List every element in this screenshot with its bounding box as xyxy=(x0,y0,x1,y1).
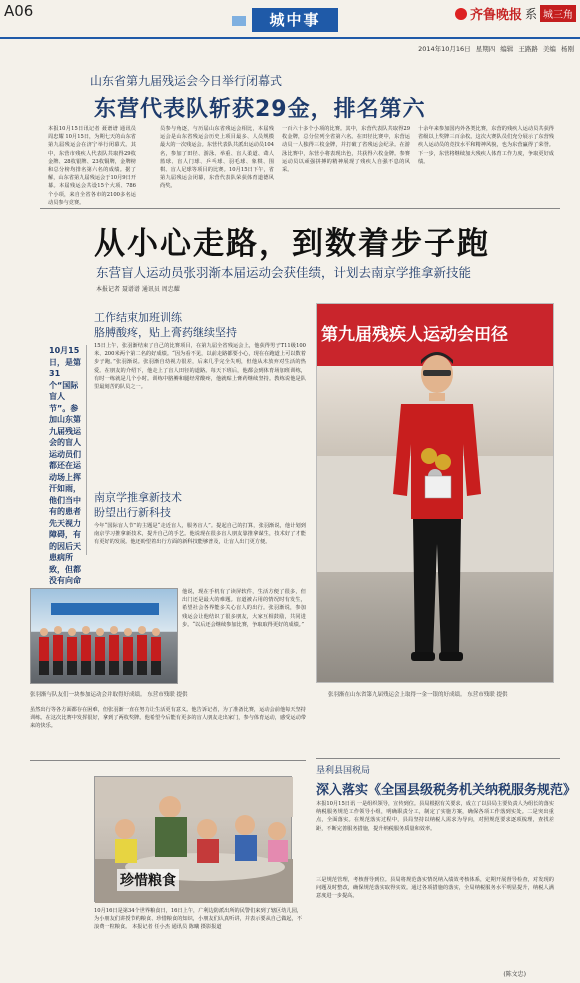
kids-photo-label: 珍惜粮食 xyxy=(117,869,179,891)
article2-subhead2: 南京学推拿新技术 盼望出行新科技 xyxy=(94,491,182,519)
article1-col1: 本报10月15日讯记者 聂谱谱 通讯员 周忠耀 10月15日，为期七天的山东省第九届残运会在济宁举行闭幕式。其中，东营市残疾人代表队共取得29枚金牌、28枚银牌、23枚铜牌，金牌榜和总分榜均排名第六名的成绩。据了解，山东省第九届残运会于10月9日开幕。本届残运会共设15个大项、786个小项，来自全省各市的2100多名运动员参与竞赛。 xyxy=(48,126,136,206)
article2-col1: 15日上午，张羽渐结束了自己的比赛项目，在第九届全省残运会上，他获得男子T11级100米、200米两个第二名的好成绩。“因为看不见，以前走路都要小心，现在在跑道上可以数着步子跑。”张羽渐说。张羽渐自幼视力很差，后来几乎完全失明，但他从未放弃对生活的热爱。在朋友的介绍下，他走上了盲人田径的道路。每天下班后，他都会到体育场加班训练，有时一练就是几个小时。训练中胳膊和腿经常酸疼，他就贴上膏药继续坚持。教练说他是队里最刻苦的队员之一。 xyxy=(94,343,306,391)
article1-kicker: 山东省第九届残运会今日举行闭幕式 xyxy=(90,74,283,88)
article1-col4: 十余年来参加国内外各类比赛，东营的残疾人运动员共获得省级以上奖牌三百余枚。这次大赛队员们充分展示了东营残疾人运动员的竞技水平和精神风貌，也为东营赢得了荣誉。下一步，东营将继续加大残疾人体育工作力度，争取更好成绩。 xyxy=(418,126,554,165)
kids-caption: 10月16日是第34个世界粮食日，16日上午，广利边防派出所的民警们来到了辖区幼儿园，为小朋友们讲授节约粮食、珍惜粮食的知识，小朋友们认真听讲，并表示要从自己做起，不浪费一粒粮食。 本报记者 任小杰 通讯员 陈曦 摄影报道 xyxy=(94,908,302,931)
article2-col5: 虽然出行等各方面都存在困难，但张羽渐一直在努力让生活更有意义。他告诉记者，为了准备比赛，运动会前他每天坚持训练。在这次比赛中发挥很好，拿到了两枚奖牌。他希望今后能有更多的盲人朋友走出家门，参与体育运动，感受运动带来的快乐。 xyxy=(30,707,306,730)
athlete-photo[interactable] xyxy=(316,303,554,683)
divider-article3 xyxy=(316,758,560,759)
article2-col2: 今年“国际盲人节”的主题是“走近盲人，服务盲人”。提起自己的打算，张羽渐说，他计划到南京学习推拿新技术，提升自己的手艺。他说现在很多盲人朋友靠推拿谋生，技术好了才能有更好的发展。他还盼望着出行方面的新科技能够普及，让盲人出门更方便。 xyxy=(94,523,306,546)
divider-article1 xyxy=(40,208,560,209)
photo-banner: 第九届残疾人运动会田径 xyxy=(317,304,553,366)
divider-kids xyxy=(30,760,306,761)
article3-endnote: (陈文忠) xyxy=(503,971,526,978)
issue-meta: 2014年10月16日 星期四 编辑 王路路 美编 杨刚 xyxy=(418,45,574,53)
masthead xyxy=(455,4,576,23)
article3-headline[interactable]: 深入落实《全国县级税务机关纳税服务规范》 xyxy=(316,783,577,798)
article2-sidebar: 10月15日，是第31个“国际盲人节”。参加山东第九届残运会的盲人运动员们都还在运动场上挥汗如雨，他们当中有的患者先天视力障碍，有的因后天患病所致，但都没有向命 xyxy=(49,346,81,585)
edition-badge: 城三角 xyxy=(540,5,576,22)
article2-subhead1: 工作结束加班训练 胳膊酸疼，贴上膏药继续坚持 xyxy=(94,311,237,339)
sidebar-rule xyxy=(86,345,87,555)
article2-byline: 本报记者 聂谱谱 通讯员 周忠耀 xyxy=(96,286,180,293)
article2-col3: 他说，现在手机有了读屏软件，生活方便了很多，但出门还是最大的难题。盲道被占用的情况时有发生，希望社会各界能多关心盲人的出行。张羽渐说，参加残运会让他结识了很多朋友，大家互相鼓励，共同进步。“以后还会继续参加比赛，争取取得更好的成绩。” xyxy=(182,589,306,628)
team-photo[interactable] xyxy=(30,588,178,684)
article2-headline[interactable]: 从小心走路，到数着步子跑 xyxy=(94,226,490,262)
article1-col2: 员参与角逐，与历届山东省残运会相比，本届残运会是山东省残运会历史上项目最多、人员规模最大的一次残运会。东营代表队共派出运动员104名，参加了田径、游泳、举重、盲人柔道、聋人篮球、盲人门球、乒乓球、羽毛球、象棋、围棋、盲人足球等项目的比赛。10月15日下午，省第九届残运会闭幕，东营代表队荣获体育道德风尚奖。 xyxy=(160,126,274,190)
newspaper-logo-icon xyxy=(455,8,467,20)
section-tab[interactable]: 城中事 xyxy=(252,8,338,32)
athlete-photo-caption: 张羽渐在山东省第九届残运会上取得一金一银的好成绩。 东营市残联 提供 xyxy=(328,692,508,698)
article3-kicker: 垦利县国税局 xyxy=(316,766,371,776)
team-figures xyxy=(31,589,179,685)
article1-headline[interactable]: 东营代表队斩获29金，排名第六 xyxy=(94,97,426,122)
article2-deck: 东营盲人运动员张羽渐本届运动会获佳绩，计划去南京学推拿新技能 xyxy=(96,265,472,280)
article1-col3: 一百六十多个小项的比赛。其中，东营代表队共取得29枚金牌，总分位列全省第六名。在田径比赛中，东营运动员一人独得三枚金牌，并打破了省残运会纪录。在游泳比赛中，东营小将表现出色，共获得六枚金牌。参赛运动员以顽强拼搏的精神展现了残疾人自强不息的风采。 xyxy=(282,126,410,174)
header-rule xyxy=(0,37,580,39)
brand-suffix: 系 xyxy=(524,7,537,21)
page-number: A06 xyxy=(4,2,34,20)
athlete-figure xyxy=(377,344,497,674)
team-photo-caption: 张羽渐与队友们一块参加运动会并取得好成绩。 东营市残联 提供 xyxy=(30,692,188,698)
article3-col2: 三是规范管理，考核督导到位。县局将规范落实情况纳入绩效考核体系，定期开展督导检查，对发现的问题及时整改，确保规范落实取得实效。通过各项措施的落实，全局纳税服务水平明显提升，纳税人满意度进一步提高。 xyxy=(316,877,554,900)
brand-name: 齐鲁晚报 xyxy=(469,8,522,23)
page-header xyxy=(0,0,580,38)
article3-col1: 本报10月15日讯 一是组织领导，宣传到位。县局根据有关要求，成立了以县局主要负责人为组长的落实纳税服务规范工作领导小组，明确职责分工，制定了实施方案，确保各项工作落到实处。二是突出重点，全面落实。在规范落实过程中，县局坚持以纳税人需求为导向，对照规范要求逐项梳理，查找差距，不断完善服务措施，提升纳税服务质量和效率。 xyxy=(316,801,554,832)
kids-photo[interactable] xyxy=(94,776,292,902)
